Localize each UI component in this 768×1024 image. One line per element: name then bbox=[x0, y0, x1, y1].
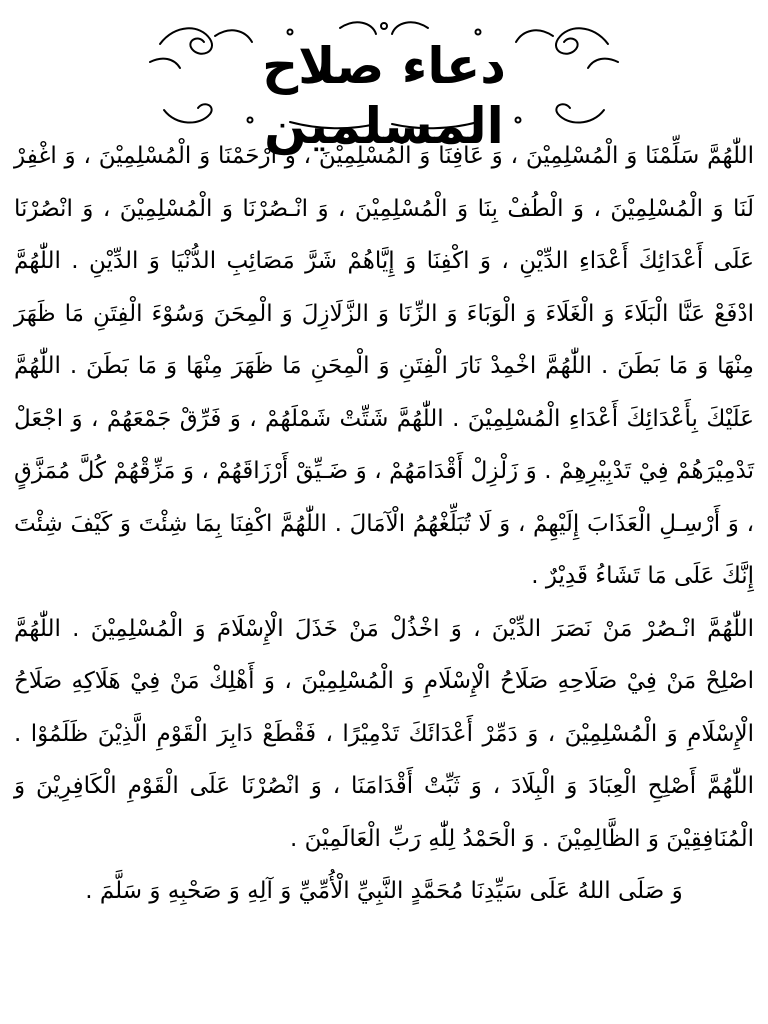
prayer-paragraph-2: اللّٰهُمَّ انْـصُرْ مَنْ نَصَرَ الدِّيْنَ ، وَ اخْذُلْ مَنْ خَذَلَ الْإِسْلَامَ وَ الْمُسْلِمِيْنَ . اللّٰهُمَّ اصْلِحْ مَنْ فِيْ صَلَاحِهِ صَلَاحُ الْإِسْلَامِ وَ الْمُسْلِمِيْنَ ، وَ أَهْلِكْ مَنْ فِيْ هَلَاكِهِ صَلَاحُ الْإِسْلَامِ وَ الْمُسْلِمِيْنَ ، وَ دَمِّرْ أَعْدَائَكَ تَدْمِيْرًا ، فَقْطَعْ دَابِرَ الْقَوْمِ الَّذِيْنَ ظَلَمُوْا . اللّٰهُمَّ أَصْلِحِ الْعِبَادَ وَ الْبِلَادَ ، وَ ثَبِّتْ أَقْدَامَنَا ، وَ انْصُرْنَا عَلَى الْقَوْمِ الْكَافِرِيْنَ وَ الْمُنَافِقِيْنَ وَ الظَّالِمِيْنَ . وَ الْحَمْدُ لِلّٰهِ رَبِّ الْعَالَمِيْنَ . bbox=[14, 615, 754, 852]
page-title: دعاء صلاح المسلمين bbox=[262, 37, 506, 155]
prayer-paragraph-1: اللّٰهُمَّ سَلِّمْنَا وَ الْمُسْلِمِيْنَ ، وَ عَافِنَا وَ الْمُسْلِمِيْنَ ، وَ ارْحَمْنَا وَ الْمُسْلِمِيْنَ ، وَ اغْفِرْ لَنَا وَ الْمُسْلِمِيْنَ ، وَ الْطُفْ بِنَا وَ الْمُسْلِمِيْنَ ، وَ انْـصُرْنَا وَ الْمُسْلِمِيْنَ ، وَ انْصُرْنَا عَلَى أَعْدَائِكَ أَعْدَاءِ الدِّيْنِ ، وَ اكْفِنَا وَ إِيَّاهُمْ شَرَّ مَصَائِبِ الدُّنْيَا وَ الدِّيْنِ . اللّٰهُمَّ ادْفَعْ عَنَّا الْبَلَاءَ وَ الْغَلَاءَ وَ الْوَبَاءَ وَ الزِّنَا وَ الزَّلَازِلَ وَ الْمِحَنَ وَسُوْءَ الْفِتَنِ مَا ظَهَرَ مِنْهَا وَ مَا بَطَنَ . اللّٰهُمَّ اخْمِدْ نَارَ الْفِتَنِ وَ الْمِحَنِ مَا ظَهَرَ مِنْهَا وَ مَا بَطَنَ . اللّٰهُمَّ عَلَيْكَ بِأَعْدَائِكَ أَعْدَاءِ الْمُسْلِمِيْنَ . اللّٰهُمَّ شَتِّتْ شَمْلَهُمْ ، وَ فَرِّقْ جَمْعَهُمْ ، وَ اجْعَلْ تَدْمِيْرَهُمْ فِيْ تَدْبِيْرِهِمْ . وَ زَلْزِلْ أَقْدَامَهُمْ ، وَ ضَـيِّقْ أَرْزَاقَهُمْ ، وَ مَزِّقْهُمْ كُلَّ مُمَزَّقٍ ، وَ أَرْسِـلِ الْعَذَابَ إِلَيْهِمْ ، وَ لَا تُبَلِّغْهُمُ الْآمَالَ . اللّٰهُمَّ اكْفِنَا بِمَا شِئْتَ وَ كَيْفَ شِئْتَ إِنَّكَ عَلَى مَا تَشَاءُ قَدِيْرٌ . bbox=[14, 143, 754, 589]
title-banner bbox=[140, 14, 628, 155]
prayer-text-body bbox=[14, 130, 754, 918]
prayer-closing-line: وَ صَلَى اللهُ عَلَى سَيِّدِنَا مُحَمَّدٍ النَّبِيِّ الْأُمِّيِّ وَ آلِهِ وَ صَحْبِهِ وَ سَلَّمَ . bbox=[85, 878, 683, 904]
